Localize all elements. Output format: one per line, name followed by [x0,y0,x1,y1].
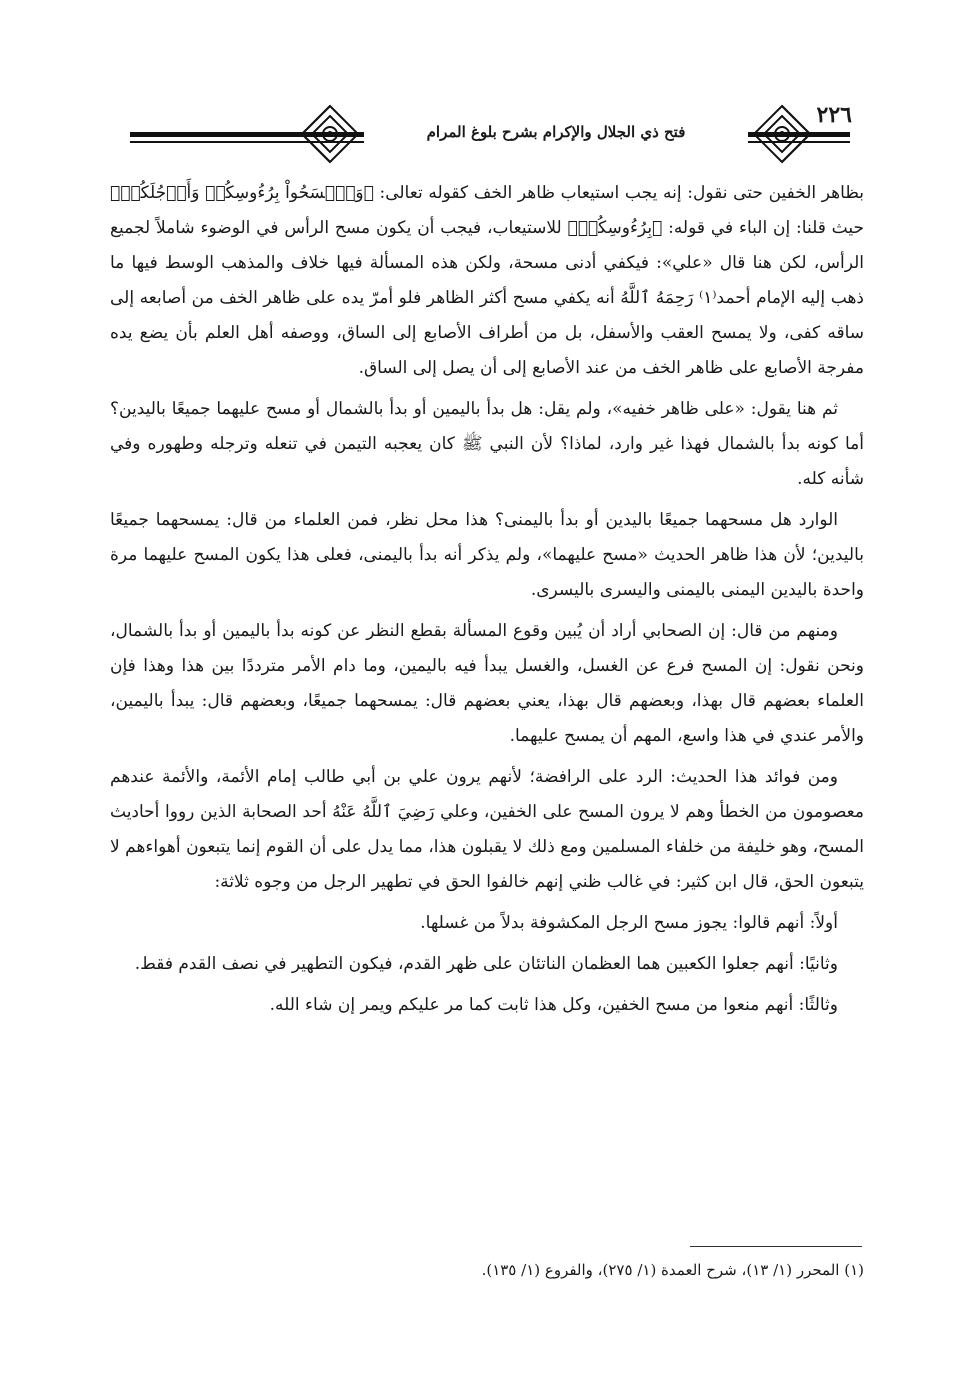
main-text [110,176,864,1027]
ornament-right-icon [750,102,814,166]
paragraph: ومن فوائد هذا الحديث: الرد على الرافضة؛ لأنهم يرون علي بن أبي طالب إمام الأئمة، والأئمة عندهم معصومون من الخطأ وهم لا يرون المسح على الخفين، وعلي رَضِيَ ٱللَّهُ عَنْهُ أحد الصحابة الذين رووا أحاديث المسح، وهو خليفة من خلفاء المسلمين ومع ذلك لا يقبلون هذا، مما يدل على أن القوم إنما يتبعون أهواءهم لا يتبعون الحق، قال ابن كثير: في غالب ظني إنهم خالفوا الحق في تطهير الرجل من وجوه ثلاثة: [110,767,864,892]
book-title: فتح ذي الجلال والإكرام بشرح بلوغ المرام [364,114,748,150]
list-item: أولاً: أنهم قالوا: يجوز مسح الرجل المكشوفة بدلاً من غسلها. [420,913,838,933]
paragraph: ومنهم من قال: إن الصحابي أراد أن يُبين وقوع المسألة بقطع النظر عن كونه بدأ باليمين أو بدأ بالشمال، ونحن نقول: إن المسح فرع عن الغسل، والغسل يبدأ فيه باليمين، وما دام الأمر مترددًا بين هذا وهذا فإن العلماء بعضهم قال بهذا، وبعضهم قال بهذا، يعني بعضهم قال: يمسحهما جميعًا، وبعضهم قال: يبدأ باليمين، والأمر عندي في هذا واسع، المهم أن يمسح عليهما. [110,621,864,746]
footnote: (١) المحرر (١/ ١٣)، شرح العمدة (١/ ٢٧٥)، والفروع (١/ ١٣٥). [481,1261,864,1279]
page-header [130,92,850,162]
ornament-left-icon [298,102,362,166]
footnote-divider [690,1246,862,1247]
list-item: وثانيًا: أنهم جعلوا الكعبين هما العظمان الناتئان على ظهر القدم، فيكون التطهير في نصف القدم فقط. [134,954,838,974]
paragraph: ثم هنا يقول: «على ظاهر خفيه»، ولم يقل: هل بدأ باليمين أو بدأ بالشمال أو مسح عليهما جميعًا باليدين؟ أما كونه بدأ بالشمال فهذا غير وارد، لماذا؟ لأن النبي ﷺ كان يعجبه التيمن في تنعله وترجله وطهوره وفي شأنه كله. [110,399,864,489]
paragraph: الوارد هل مسحهما جميعًا باليدين أو بدأ باليمنى؟ هذا محل نظر، فمن العلماء من قال: يمسحهما جميعًا باليدين؛ لأن هذا ظاهر الحديث «مسح عليهما»، ولم يذكر أنه بدأ باليمنى، فعلى هذا يكون المسح عليهما مرة واحدة باليدين اليمنى باليمنى واليسرى باليسرى. [110,510,864,600]
page-number: ٢٢٦ [806,102,852,128]
paragraph: بظاهر الخفين حتى نقول: إنه يجب استيعاب ظاهر الخف كقوله تعالى: ﴿وَٱمۡسَحُواْ بِرُءُوسِكُمۡ وَأَرۡجُلَكُمۡ﴾ حيث قلنا: إن الباء في قوله: ﴿بِرُءُوسِكُمۡ﴾ للاستيعاب، فيجب أن يكون مسح الرأس في الوضوء شاملاً لجميع الرأس، لكن هنا قال «علي»: فيكفي أدنى مسحة، ولكن هذه المسألة فيها خلاف والمذهب الوسط فيها ما ذهب إليه الإمام أحمد⁽١⁾ رَحِمَهُ ٱللَّهُ أنه يكفي مسح أكثر الظاهر فلو أمرّ يده على ظاهر الخف من أصابعه إلى ساقه كفى، ولا يمسح العقب والأسفل، بل من أطراف الأصابع إلى الساق، ووصفه أهل العلم بأن يضع يده مفرجة الأصابع على ظاهر الخف من عند الأصابع إلى أن يصل إلى الساق. [110,183,864,378]
list-item: وثالثًا: أنهم منعوا من مسح الخفين، وكل هذا ثابت كما مر عليكم ويمر إن شاء الله. [269,995,838,1015]
